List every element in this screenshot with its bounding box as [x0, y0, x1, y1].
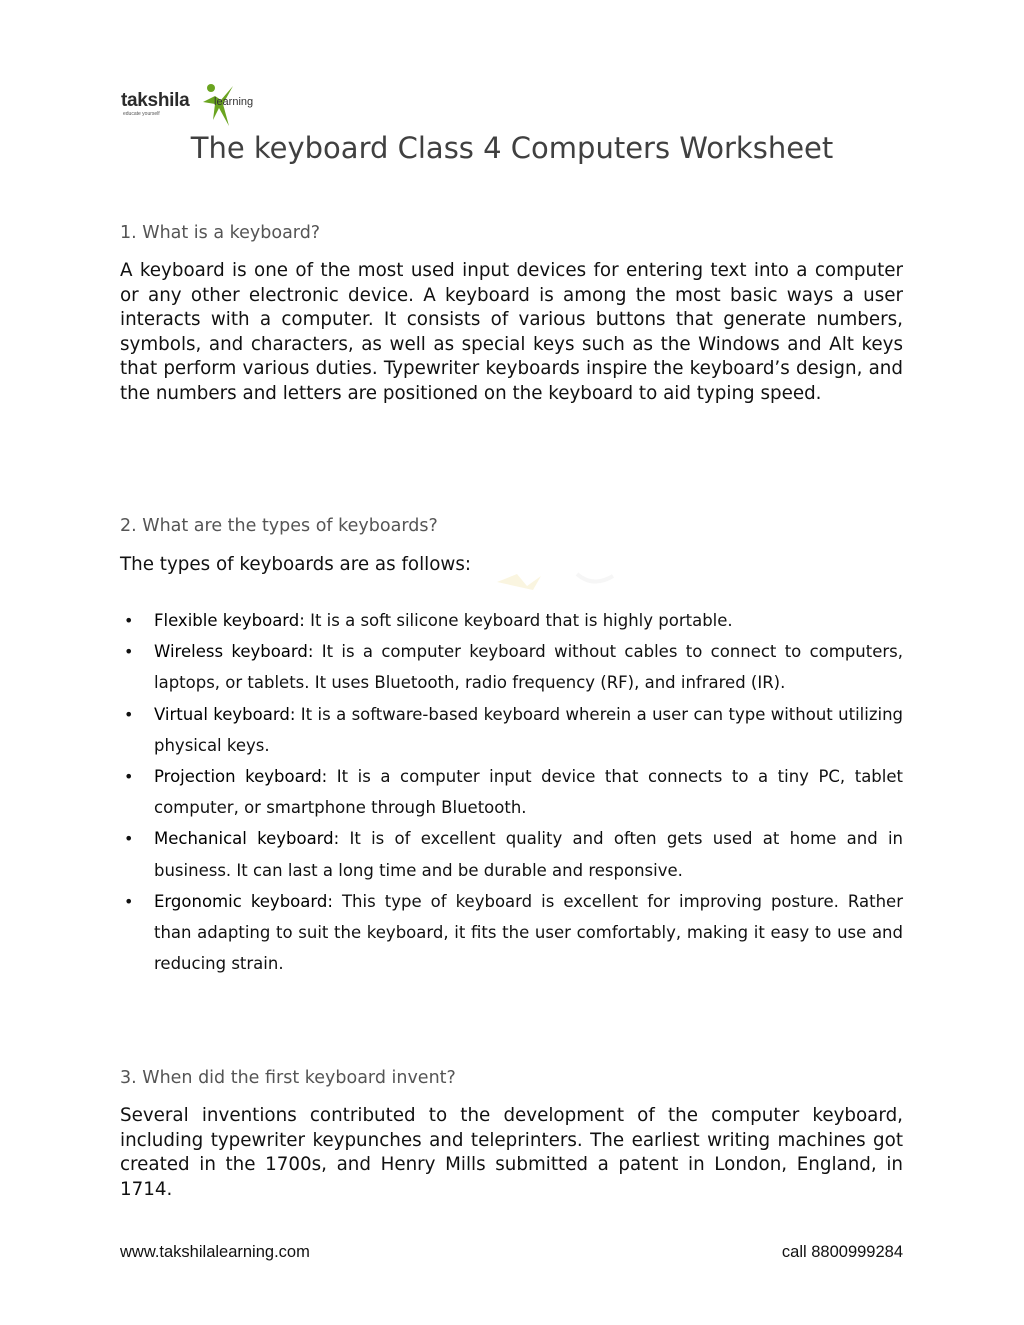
takshila-logo	[121, 80, 271, 128]
desc-virtual: It is a software-based keyboard wherein a user can type without utilizing physical keys.	[154, 704, 903, 755]
keyboard-types-list	[120, 605, 903, 979]
list-item-projection	[120, 761, 903, 823]
list-item-wireless	[120, 636, 903, 698]
answer-1: A keyboard is one of the most used input devices for entering text into a computer or any other electronic device. A keyboard is among the most basic ways a user interacts with a computer. It consists of various buttons that generate numbers, symbols, and characters, as well as special keys such as the Windows and Alt keys that perform various duties. Typewriter keyboards inspire the keyboard’s design, and the numbers and letters are positioned on the keyboard to aid typing speed.	[120, 260, 903, 404]
desc-flexible: It is a soft silicone keyboard that is highly portable.	[310, 611, 733, 630]
desc-projection: It is a computer input device that connects to a tiny PC, tablet computer, or smartphone through Bluetooth.	[154, 767, 903, 818]
desc-mechanical: It is of excellent quality and often gets used at home and in business. It can last a long time and be durable and responsive.	[154, 829, 904, 880]
term-flexible: Flexible keyboard:	[154, 611, 305, 630]
list-item-mechanical	[120, 823, 903, 885]
answer-3: Several inventions contributed to the development of the computer keyboard, including typewriter keypunches and teleprinters. The earliest writing machines got created in the 1700s, and Henry Mills submitted a patent in London, England, in 1714.	[120, 1105, 903, 1200]
term-wireless: Wireless keyboard:	[154, 642, 314, 662]
question-1: 1. What is a keyboard?	[120, 223, 321, 243]
term-virtual: Virtual keyboard:	[154, 704, 296, 724]
footer-website[interactable]: www.takshilalearning.com	[120, 1243, 310, 1261]
logo-wordmark: takshila	[121, 90, 190, 111]
term-mechanical: Mechanical keyboard:	[154, 829, 340, 849]
page-title: The keyboard Class 4 Computers Worksheet	[190, 131, 834, 165]
term-projection: Projection keyboard:	[154, 767, 328, 787]
desc-wireless: It is a computer keyboard without cables to connect to computers, laptops, or tablets. It uses Bluetooth, radio frequency (RF), and infrared (IR).	[154, 642, 904, 693]
footer-phone: call 8800999284	[781, 1243, 903, 1261]
desc-ergonomic: This type of keyboard is excellent for improving posture. Rather than adapting to suit the keyboard, it fits the user comfortably, making it easy to use and reducing strain.	[154, 891, 903, 974]
question-2: 2. What are the types of keyboards?	[120, 516, 438, 536]
types-intro: The types of keyboards are as follows:	[120, 554, 472, 575]
term-ergonomic: Ergonomic keyboard:	[154, 891, 333, 911]
list-item-flexible	[120, 605, 903, 636]
question-3: 3. When did the first keyboard invent?	[120, 1068, 456, 1088]
logo-tagline: educate yourself	[123, 111, 160, 117]
list-item-virtual	[120, 699, 903, 761]
watermark-icon	[497, 570, 617, 592]
list-item-ergonomic	[120, 886, 903, 980]
logo-secondary: learning	[214, 96, 254, 108]
